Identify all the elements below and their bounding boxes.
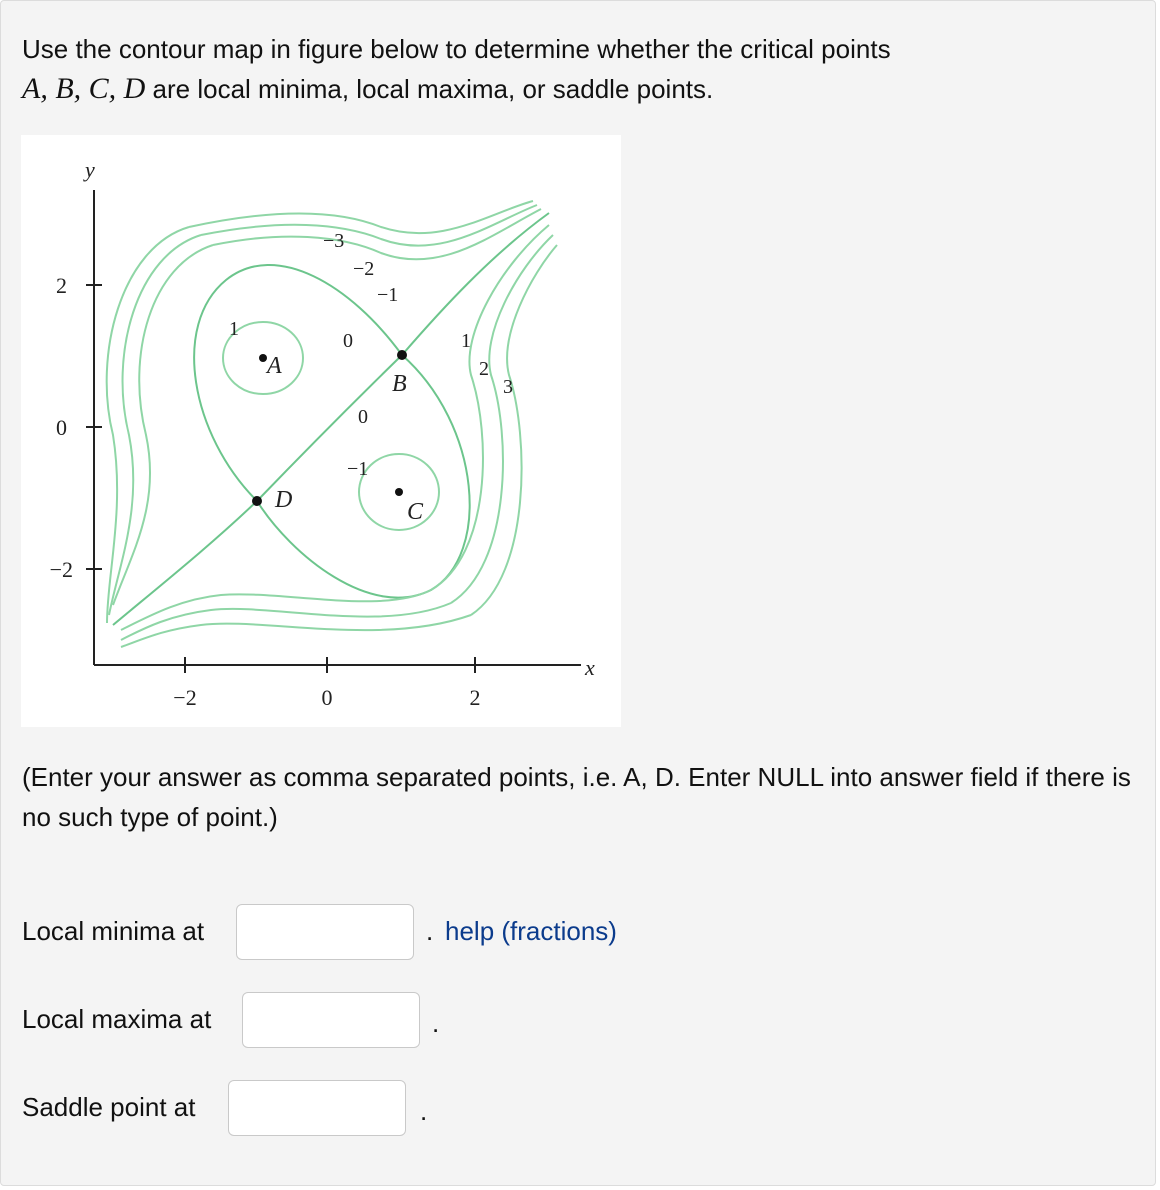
local-maxima-input[interactable] (242, 992, 420, 1048)
x-tick-label-neg2: −2 (173, 685, 197, 710)
contour-outer-left-3 (107, 227, 189, 623)
point-a-label: A (267, 353, 282, 379)
saddle-point-label: Saddle point at (22, 1092, 196, 1122)
question-line-2 (22, 69, 891, 109)
contour-outer-bottom-2 (121, 603, 451, 640)
answer-instructions: (Enter your answer as comma separated points, i.e. A, D. Enter NULL into answer field if there is no such type of point.) (22, 762, 1131, 832)
point-c-marker (395, 488, 403, 496)
question-line-2-rest: are local minima, local maxima, or saddle points. (145, 74, 714, 104)
level-label-1-upper-left: 1 (229, 318, 239, 340)
y-tick-label-neg2: −2 (49, 557, 73, 582)
level-label-2-right: 2 (479, 358, 489, 380)
contour-outer-right-1 (431, 225, 549, 590)
contour-zero-tail-sw (113, 501, 257, 625)
contour-lines (107, 201, 557, 647)
level-label-neg1-mid: −1 (347, 458, 369, 480)
local-minima-input[interactable] (236, 904, 414, 960)
level-label-0-upper: 0 (343, 330, 353, 352)
point-a-marker (259, 354, 267, 362)
x-tick-label-2: 2 (469, 685, 481, 710)
point-b-label: B (392, 371, 407, 397)
help-fractions-link[interactable]: help (fractions) (445, 916, 617, 946)
contour-zero-tail-ne (402, 213, 549, 355)
y-tick-label-2: 2 (56, 273, 67, 298)
point-b-marker (397, 350, 407, 360)
level-label-3-right: 3 (503, 376, 513, 398)
question-line-1: Use the contour map in figure below to determine whether the critical points (22, 34, 891, 64)
contour-outer-left-1 (113, 245, 213, 605)
point-d-marker (252, 496, 262, 506)
critical-points-list: A, B, C, D (22, 72, 146, 105)
contour-outer-left-2 (109, 235, 201, 615)
contour-map-figure (21, 135, 621, 727)
local-maxima-period: . (432, 1008, 440, 1038)
y-tick-label-0: 0 (56, 415, 67, 440)
contour-outer-bottom-3 (121, 615, 471, 647)
level-label-neg2: −2 (353, 258, 375, 280)
level-label-1-right: 1 (461, 330, 471, 352)
x-axis-label: x (585, 655, 595, 680)
point-c-label: C (407, 499, 424, 525)
y-axis-label: y (85, 157, 95, 182)
local-minima-label: Local minima at (22, 916, 205, 946)
question-text (22, 29, 891, 109)
level-label-0-mid: 0 (358, 406, 368, 428)
x-tick-label-0: 0 (321, 685, 333, 710)
saddle-point-period: . (420, 1096, 428, 1126)
saddle-point-input[interactable] (228, 1080, 406, 1136)
level-label-neg1-top: −1 (377, 284, 399, 306)
level-label-neg3: −3 (323, 230, 345, 252)
point-d-label: D (275, 487, 293, 513)
contour-map-svg (21, 135, 621, 727)
local-minima-period: . (426, 916, 434, 946)
contour-outer-right-3 (471, 245, 557, 615)
local-maxima-label: Local maxima at (22, 1004, 212, 1034)
